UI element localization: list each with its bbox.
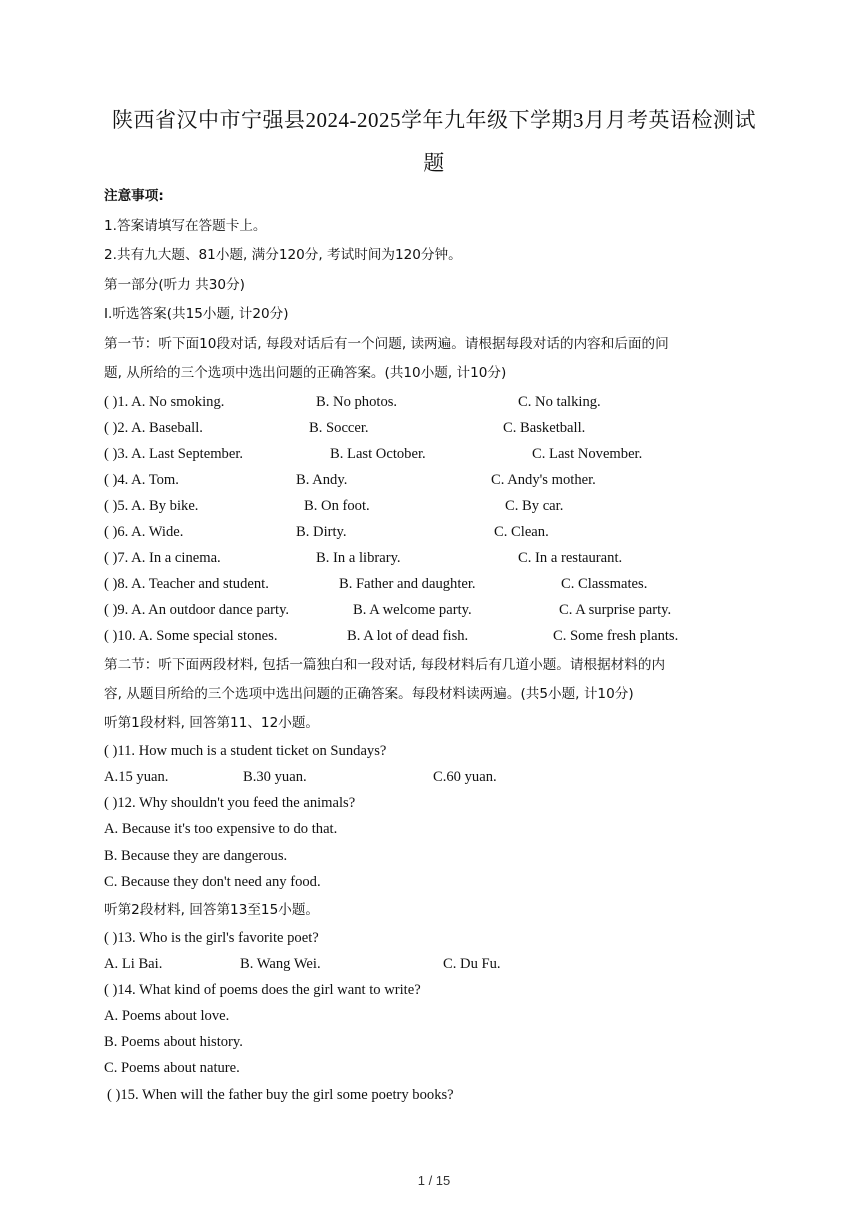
- page-number: 1 / 15: [417, 1173, 451, 1188]
- notice-item-1: 1.答案请填写在答题卡上。: [104, 218, 267, 234]
- question-option-c: C. A surprise party.: [559, 602, 672, 618]
- question-option-b: B. In a library.: [316, 550, 401, 566]
- material2-heading: 听第2段材料, 回答第13至15小题。: [104, 902, 320, 918]
- question-12: ( )12. Why shouldn't you feed the animals?: [104, 795, 356, 811]
- question-11-option-c: C.60 yuan.: [433, 769, 497, 785]
- question-option-c: C. Basketball.: [503, 420, 586, 436]
- question-12-option-b: B. Because they are dangerous.: [104, 848, 288, 864]
- question-option-a: ( )6. A. Wide.: [104, 524, 184, 540]
- question-option-c: C. Last November.: [532, 446, 643, 462]
- question-14-option-b: B. Poems about history.: [104, 1034, 243, 1050]
- question-11-option-b: B.30 yuan.: [243, 769, 307, 785]
- question-option-b: B. On foot.: [304, 498, 370, 514]
- question-12-option-c: C. Because they don't need any food.: [104, 874, 321, 890]
- question-option-c: C. In a restaurant.: [518, 550, 623, 566]
- question-13-option-c: C. Du Fu.: [443, 956, 501, 972]
- question-14: ( )14. What kind of poems does the girl want to write?: [104, 982, 421, 998]
- question-option-a: ( )8. A. Teacher and student.: [104, 576, 269, 592]
- question-option-b: B. Andy.: [296, 472, 348, 488]
- question-option-a: ( )7. A. In a cinema.: [104, 550, 221, 566]
- question-15: ( )15. When will the father buy the girl some poetry books?: [107, 1087, 454, 1103]
- question-12-option-a: A. Because it's too expensive to do that.: [104, 821, 338, 837]
- question-14-option-a: A. Poems about love.: [104, 1008, 230, 1024]
- question-option-a: ( )1. A. No smoking.: [104, 394, 225, 410]
- question-option-c: C. Some fresh plants.: [553, 628, 679, 644]
- sub1-instructions-line2: 题, 从所给的三个选项中选出问题的正确答案。(共10小题, 计10分): [104, 365, 507, 381]
- question-option-c: C. No talking.: [518, 394, 601, 410]
- question-option-b: B. No photos.: [316, 394, 398, 410]
- material1-heading: 听第1段材料, 回答第11、12小题。: [104, 715, 320, 731]
- question-option-c: C. By car.: [505, 498, 564, 514]
- document-title-line2: 题: [423, 151, 445, 175]
- part1-heading: 第一部分(听力 共30分): [104, 277, 245, 293]
- question-11: ( )11. How much is a student ticket on Sundays?: [104, 743, 387, 759]
- question-13: ( )13. Who is the girl's favorite poet?: [104, 930, 319, 946]
- question-option-b: B. Father and daughter.: [339, 576, 476, 592]
- notice-item-2: 2.共有九大题、81小题, 满分120分, 考试时间为120分钟。: [104, 247, 462, 263]
- question-option-b: B. Dirty.: [296, 524, 347, 540]
- document-title-line1: 陕西省汉中市宁强县2024-2025学年九年级下学期3月月考英语检测试: [112, 108, 756, 132]
- question-option-b: B. Last October.: [330, 446, 426, 462]
- question-option-b: B. A welcome party.: [353, 602, 472, 618]
- question-option-a: ( )4. A. Tom.: [104, 472, 179, 488]
- question-13-option-b: B. Wang Wei.: [240, 956, 321, 972]
- question-option-c: C. Classmates.: [561, 576, 648, 592]
- question-option-a: ( )5. A. By bike.: [104, 498, 199, 514]
- question-11-option-a: A.15 yuan.: [104, 769, 169, 785]
- question-13-option-a: A. Li Bai.: [104, 956, 163, 972]
- question-option-b: B. A lot of dead fish.: [347, 628, 469, 644]
- sub2-instructions-line1: 第二节：听下面两段材料, 包括一篇独白和一段对话, 每段材料后有几道小题。请根据材料的内: [104, 657, 666, 673]
- question-option-c: C. Andy's mother.: [491, 472, 596, 488]
- question-option-a: ( )3. A. Last September.: [104, 446, 244, 462]
- question-option-a: ( )9. A. An outdoor dance party.: [104, 602, 290, 618]
- question-option-a: ( )10. A. Some special stones.: [104, 628, 278, 644]
- question-option-a: ( )2. A. Baseball.: [104, 420, 203, 436]
- sub2-instructions-line2: 容, 从题目所给的三个选项中选出问题的正确答案。每段材料读两遍。(共5小题, 计10分): [104, 686, 634, 702]
- sub1-instructions-line1: 第一节：听下面10段对话, 每段对话后有一个问题, 读两遍。请根据每段对话的内容和后面的问: [104, 336, 669, 352]
- question-option-c: C. Clean.: [494, 524, 549, 540]
- question-14-option-c: C. Poems about nature.: [104, 1060, 240, 1076]
- question-option-b: B. Soccer.: [309, 420, 369, 436]
- section1-heading: I.听选答案(共15小题, 计20分): [104, 306, 289, 322]
- notice-heading: 注意事项:: [104, 188, 164, 204]
